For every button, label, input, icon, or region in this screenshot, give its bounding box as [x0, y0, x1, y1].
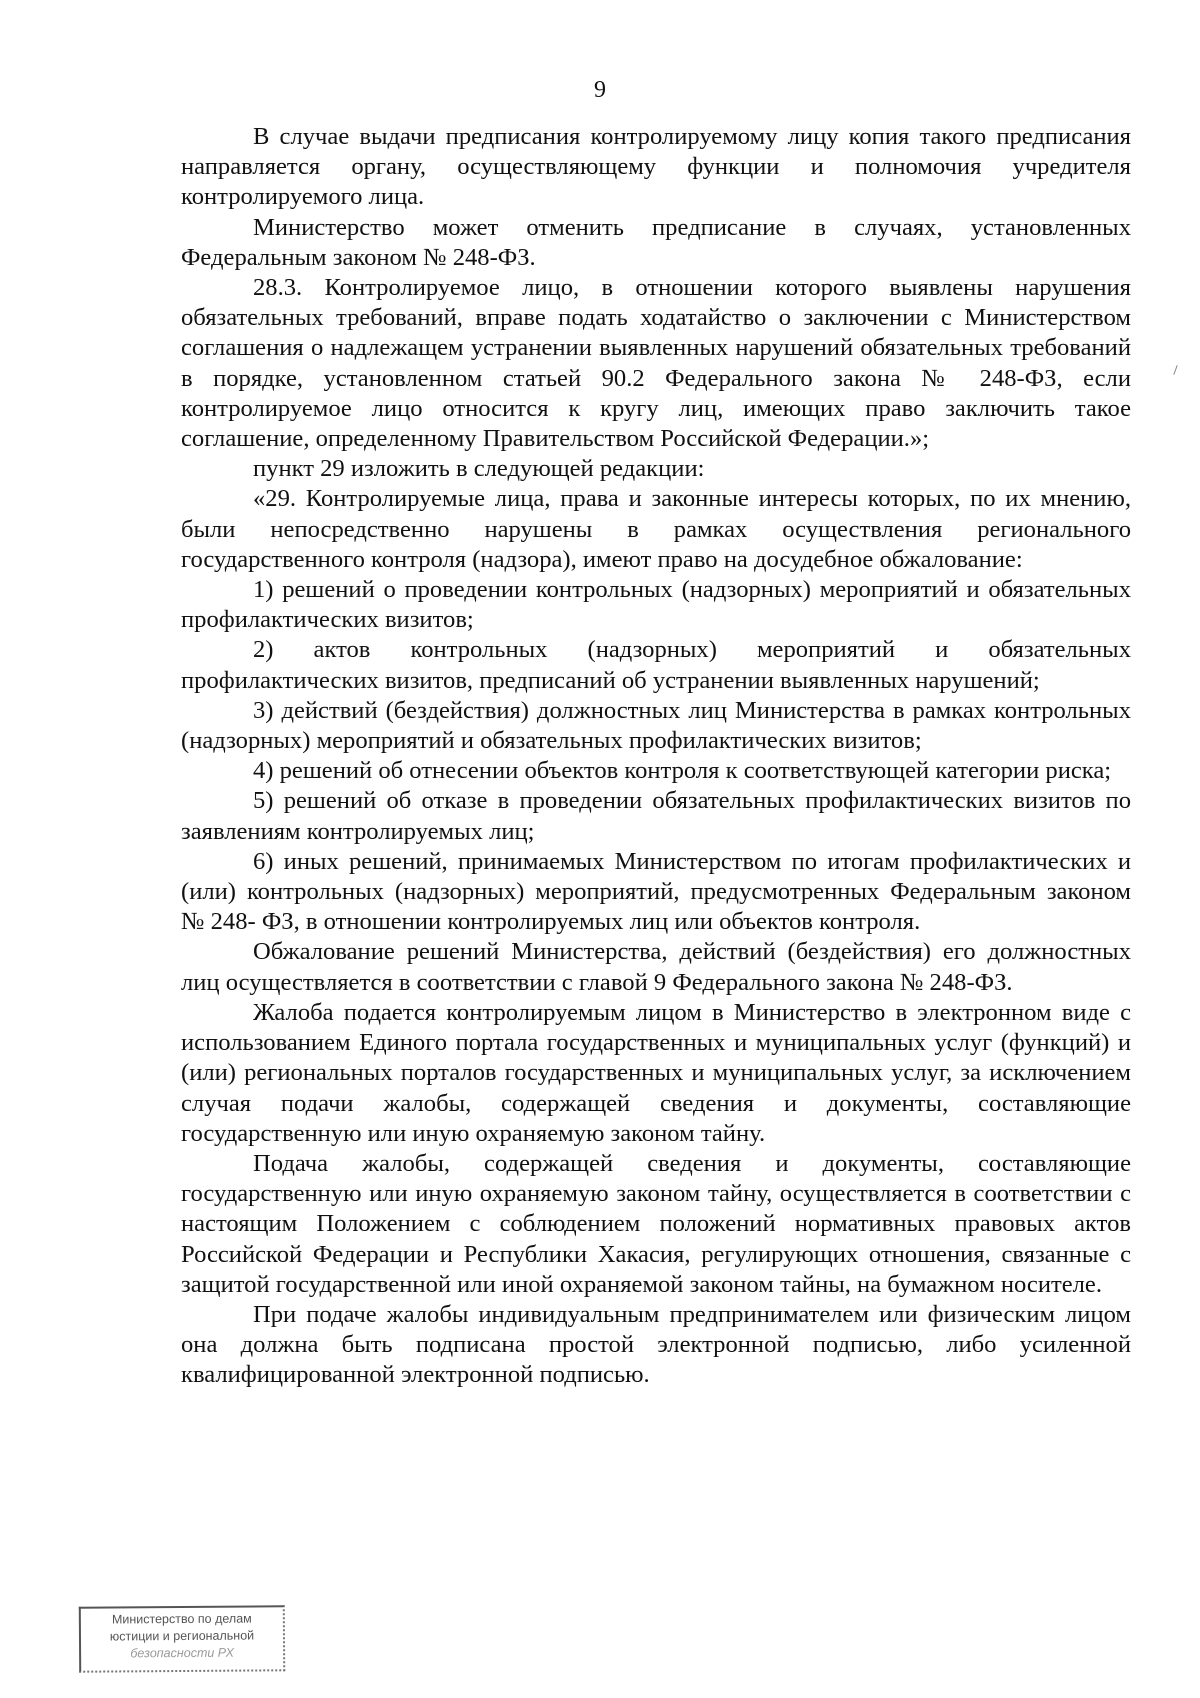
list-item: 5) решений об отказе в проведении обязательных профилактических визитов по заявлениям контролируемых лиц;: [181, 787, 1131, 845]
stamp-line: безопасности РХ: [130, 1645, 234, 1661]
document-body: [181, 122, 1131, 1391]
registration-stamp: [79, 1605, 285, 1672]
paragraph: В случае выдачи предписания контролируемому лицу копия такого предписания направляется органу, осуществляющему функции и полномочия учредителя контролируемого лица.: [181, 123, 1131, 211]
list-item: 6) иных решений, принимаемых Министерством по итогам профилактических и (или) контрольных (надзорных) мероприятий, предусмотренных Федеральным законом № 248- ФЗ, в отношении контролируемых лиц или объектов контроля.: [181, 847, 1131, 936]
list-item: 2) актов контрольных (надзорных) мероприятий и обязательных профилактических визитов, предписаний об устранении выявленных нарушений;: [181, 636, 1131, 694]
paragraph: При подаче жалобы индивидуальным предпринимателем или физическим лицом она должна быть подписана простой электронной подписью, либо усиленной квалифицированной электронной подписью.: [181, 1300, 1131, 1389]
scan-mark: [1173, 365, 1177, 375]
list-item: 4) решений об отнесении объектов контроля к соответствующей категории риска;: [253, 757, 1112, 785]
stamp-line: Министерство по делам: [111, 1611, 252, 1627]
list-item: 3) действий (бездействия) должностных лиц Министерства в рамках контрольных (надзорных) мероприятий и обязательных профилактических визитов;: [181, 696, 1131, 755]
paragraph: Подача жалобы, содержащей сведения и документы, составляющие государственную или иную охраняемую законом тайну, осуществляется в соответствии с настоящим Положением с соблюдением положений нормативных правовых актов Российской Федерации и Республики Хакасия, регулирующих отношения, связанные с защитой государственной или иной охраняемой законом тайны, на бумажном носителе.: [181, 1149, 1131, 1298]
paragraph: «29. Контролируемые лица, права и законные интересы которых, по их мнению, были непосредственно нарушены в рамках осуществления регионального государственного контроля (надзора), имеют право на досудебное обжалование:: [181, 485, 1131, 573]
paragraph: 28.3. Контролируемое лицо, в отношении которого выявлены нарушения обязательных требований, вправе подать ходатайство о заключении с Министерством соглашения о надлежащем устранении выявленных нарушений обязательных требований в порядке, установленном статьей 90.2 Федерального закона № 248-ФЗ, если контролируемое лицо относится к кругу лиц, имеющих право заключить такое соглашение, определенному Правительством Российской Федерации.»;: [181, 274, 1131, 453]
paragraph: Обжалование решений Министерства, действий (бездействия) его должностных лиц осуществляется в соответствии с главой 9 Федерального закона № 248-ФЗ.: [181, 938, 1131, 996]
stamp-line: юстиции и региональной: [109, 1628, 255, 1644]
paragraph: Министерство может отменить предписание в случаях, установленных Федеральным законом № 248-ФЗ.: [181, 213, 1131, 271]
list-item: 1) решений о проведении контрольных (надзорных) мероприятий и обязательных профилактических визитов;: [181, 576, 1131, 634]
paragraph: Жалоба подается контролируемым лицом в Министерство в электронном виде с использованием Единого портала государственных и муниципальных услуг (функций) и (или) региональных порталов государственных и муниципальных услуг, за исключением случая подачи жалобы, содержащей сведения и документы, составляющие государственную или иную охраняемую законом тайну.: [181, 998, 1131, 1147]
paragraph: пункт 29 изложить в следующей редакции:: [253, 455, 705, 483]
page-number: 9: [594, 77, 606, 103]
